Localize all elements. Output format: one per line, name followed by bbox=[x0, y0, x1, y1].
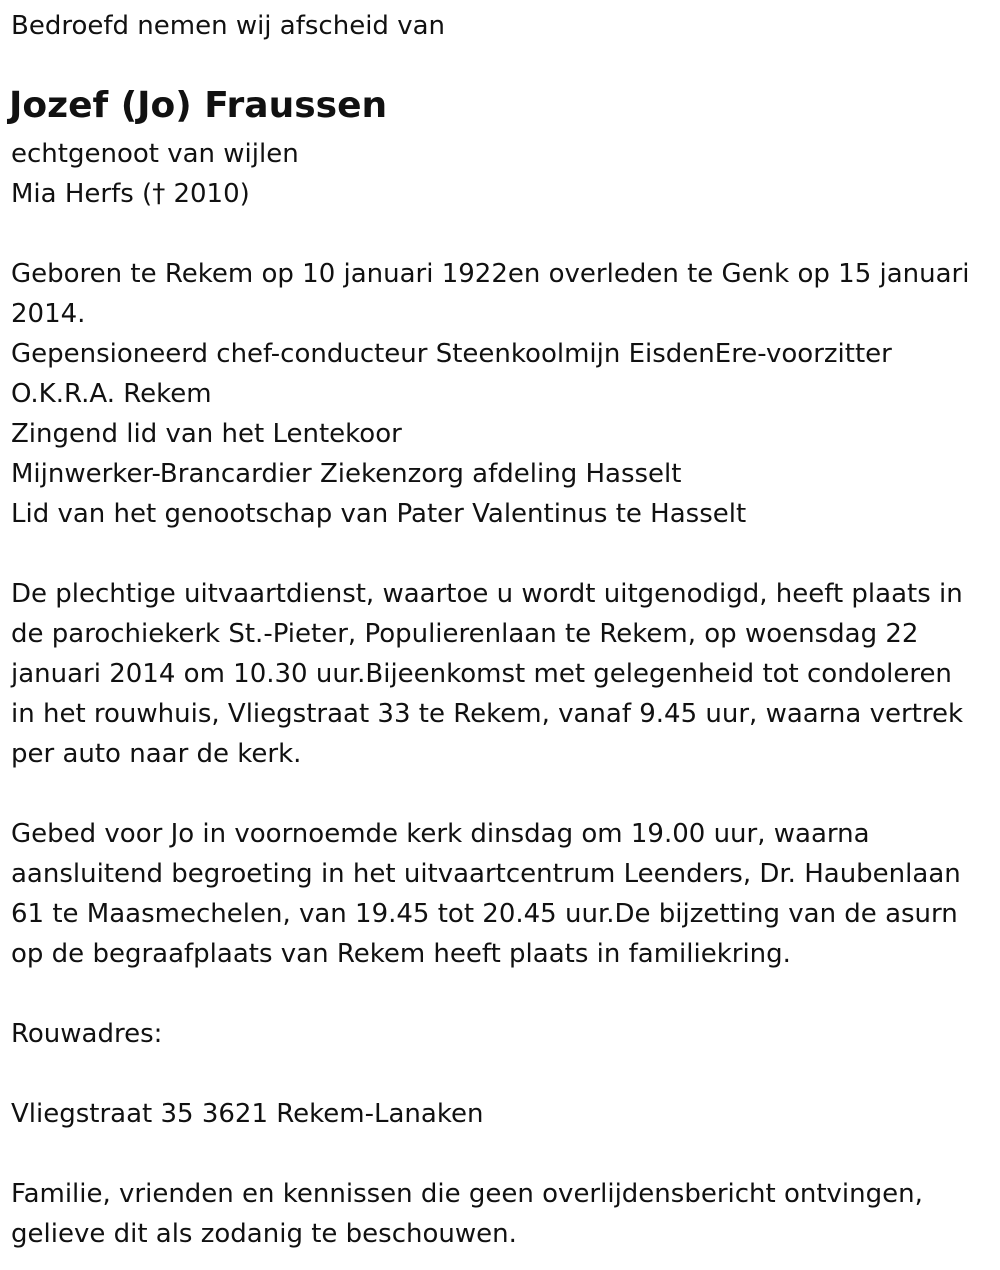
spouse-name bbox=[11, 174, 250, 214]
mourning-address-label: Rouwadres: bbox=[11, 1019, 163, 1049]
deceased-name: Jozef (Jo) Fraussen bbox=[9, 85, 388, 126]
closing-line: Familie, vrienden en kennissen die geen overlijdensbericht ontvingen, bbox=[11, 1179, 923, 1209]
bio-line: Lid van het genootschap van Pater Valentinus te Hasselt bbox=[11, 499, 747, 529]
cross-icon: † bbox=[152, 179, 166, 209]
bio-line: Zingend lid van het Lentekoor bbox=[11, 419, 402, 449]
closing-line: gelieve dit als zodanig te beschouwen. bbox=[11, 1219, 517, 1249]
prayer-line: op de begraafplaats van Rekem heeft plaats in familiekring. bbox=[11, 939, 791, 969]
spouse-name-prefix: Mia Herfs ( bbox=[11, 179, 153, 209]
bio-line: 2014. bbox=[11, 299, 86, 329]
funeral-line: per auto naar de kerk. bbox=[11, 739, 302, 769]
bio-line: Geboren te Rekem op 10 januari 1922en overleden te Genk op 15 januari bbox=[11, 259, 970, 289]
prayer-line: Gebed voor Jo in voornoemde kerk dinsdag om 19.00 uur, waarna bbox=[11, 819, 870, 849]
funeral-line: de parochiekerk St.-Pieter, Populierenlaan te Rekem, op woensdag 22 bbox=[11, 619, 919, 649]
funeral-line: in het rouwhuis, Vliegstraat 33 te Rekem, vanaf 9.45 uur, waarna vertrek bbox=[11, 699, 964, 729]
funeral-line: januari 2014 om 10.30 uur.Bijeenkomst met gelegenheid tot condoleren bbox=[11, 659, 952, 689]
spouse-name-suffix: 2010) bbox=[165, 179, 250, 209]
prayer-line: 61 te Maasmechelen, van 19.45 tot 20.45 uur.De bijzetting van de asurn bbox=[11, 899, 958, 929]
bio-line: O.K.R.A. Rekem bbox=[11, 379, 212, 409]
spouse-line: echtgenoot van wijlen bbox=[11, 139, 299, 169]
mourning-address: Vliegstraat 35 3621 Rekem-Lanaken bbox=[11, 1099, 484, 1129]
funeral-line: De plechtige uitvaartdienst, waartoe u wordt uitgenodigd, heeft plaats in bbox=[11, 579, 963, 609]
bio-line: Mijnwerker-Brancardier Ziekenzorg afdeling Hasselt bbox=[11, 459, 682, 489]
bio-line: Gepensioneerd chef-conducteur Steenkoolmijn EisdenEre-voorzitter bbox=[11, 339, 892, 369]
intro-text: Bedroefd nemen wij afscheid van bbox=[11, 11, 445, 41]
prayer-line: aansluitend begroeting in het uitvaartcentrum Leenders, Dr. Haubenlaan bbox=[11, 859, 961, 889]
